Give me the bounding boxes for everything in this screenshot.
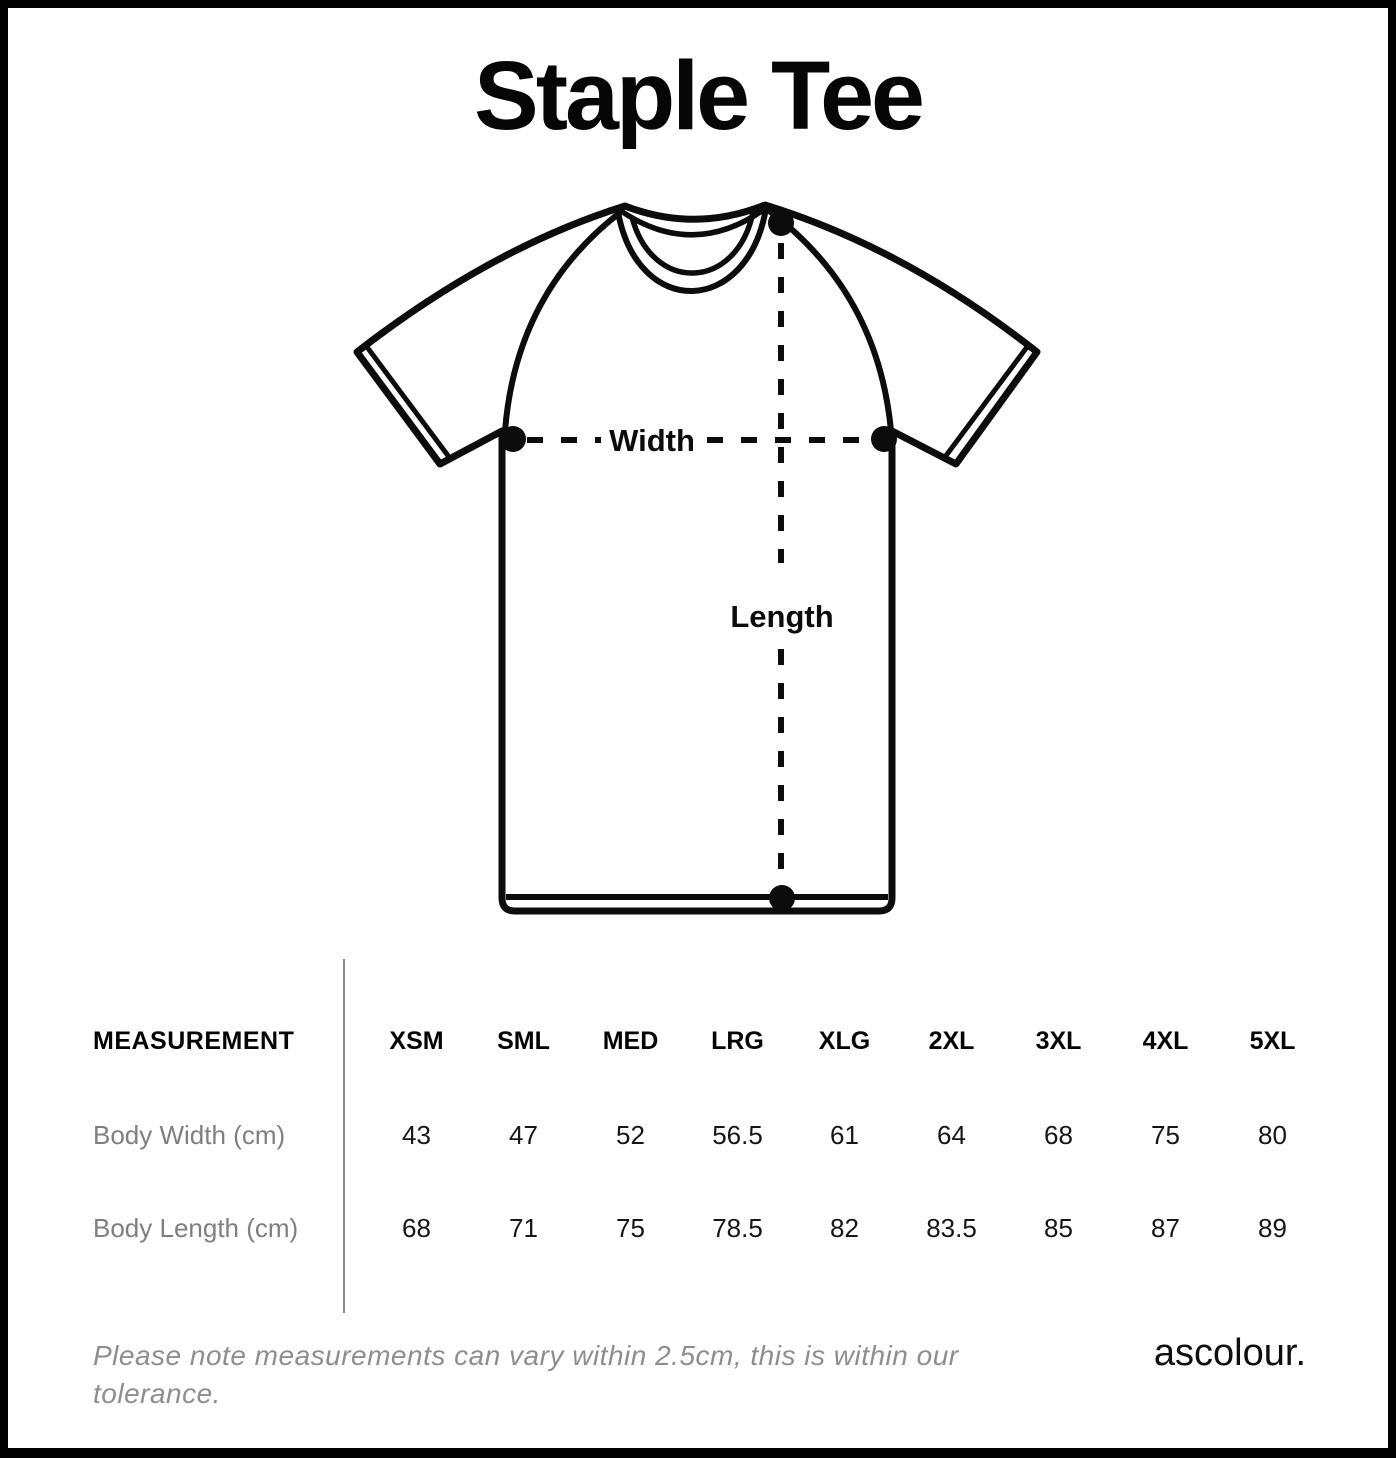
width-label: Width — [609, 423, 695, 458]
size-table — [93, 995, 1326, 1276]
body-length-value: 71 — [509, 1213, 538, 1244]
body-length-value: 83.5 — [926, 1213, 977, 1244]
size-header-xsm: XSM — [389, 1027, 444, 1056]
tshirt-diagram — [340, 190, 1060, 930]
hem-measure-dot — [769, 885, 795, 911]
body-length-value: 82 — [830, 1213, 859, 1244]
row-label-body-length: Body Length (cm) — [93, 1213, 299, 1244]
right-armpit-measure-dot — [871, 426, 897, 452]
tshirt-outline — [357, 205, 1037, 911]
size-header-3xl: 3XL — [1035, 1027, 1082, 1056]
body-width-value: 75 — [1151, 1119, 1180, 1150]
body-width-value: 64 — [937, 1119, 966, 1150]
size-header-xlg: XLG — [818, 1027, 871, 1056]
body-width-value: 52 — [616, 1119, 645, 1150]
size-header-sml: SML — [497, 1027, 550, 1056]
body-width-value: 56.5 — [712, 1119, 763, 1150]
body-width-value: 43 — [402, 1119, 431, 1150]
size-header-5xl: 5XL — [1249, 1027, 1296, 1056]
neck-measure-dot — [768, 210, 794, 236]
body-width-value: 80 — [1258, 1119, 1287, 1150]
size-header-lrg: LRG — [711, 1027, 764, 1056]
body-length-value: 89 — [1258, 1213, 1287, 1244]
body-width-value: 47 — [509, 1119, 538, 1150]
body-width-value: 61 — [830, 1119, 859, 1150]
body-length-value: 87 — [1151, 1213, 1180, 1244]
left-armpit-measure-dot — [500, 426, 526, 452]
body-width-value: 68 — [1044, 1119, 1073, 1150]
body-length-value: 75 — [616, 1213, 645, 1244]
size-header-med: MED — [602, 1027, 659, 1056]
measurement-header: MEASUREMENT — [93, 1027, 295, 1056]
row-label-body-width: Body Width (cm) — [93, 1119, 286, 1150]
body-length-value: 85 — [1044, 1213, 1073, 1244]
body-length-value: 78.5 — [712, 1213, 763, 1244]
page-title: Staple Tee — [474, 41, 922, 150]
size-header-2xl: 2XL — [928, 1027, 975, 1056]
brand-logo: ascolour. — [1153, 1332, 1306, 1374]
tolerance-note: Please note measurements can vary within 2.5cm, this is within our tolerance. — [93, 1340, 959, 1409]
size-header-4xl: 4XL — [1142, 1027, 1189, 1056]
length-label: Length — [730, 599, 834, 634]
body-length-value: 68 — [402, 1213, 431, 1244]
